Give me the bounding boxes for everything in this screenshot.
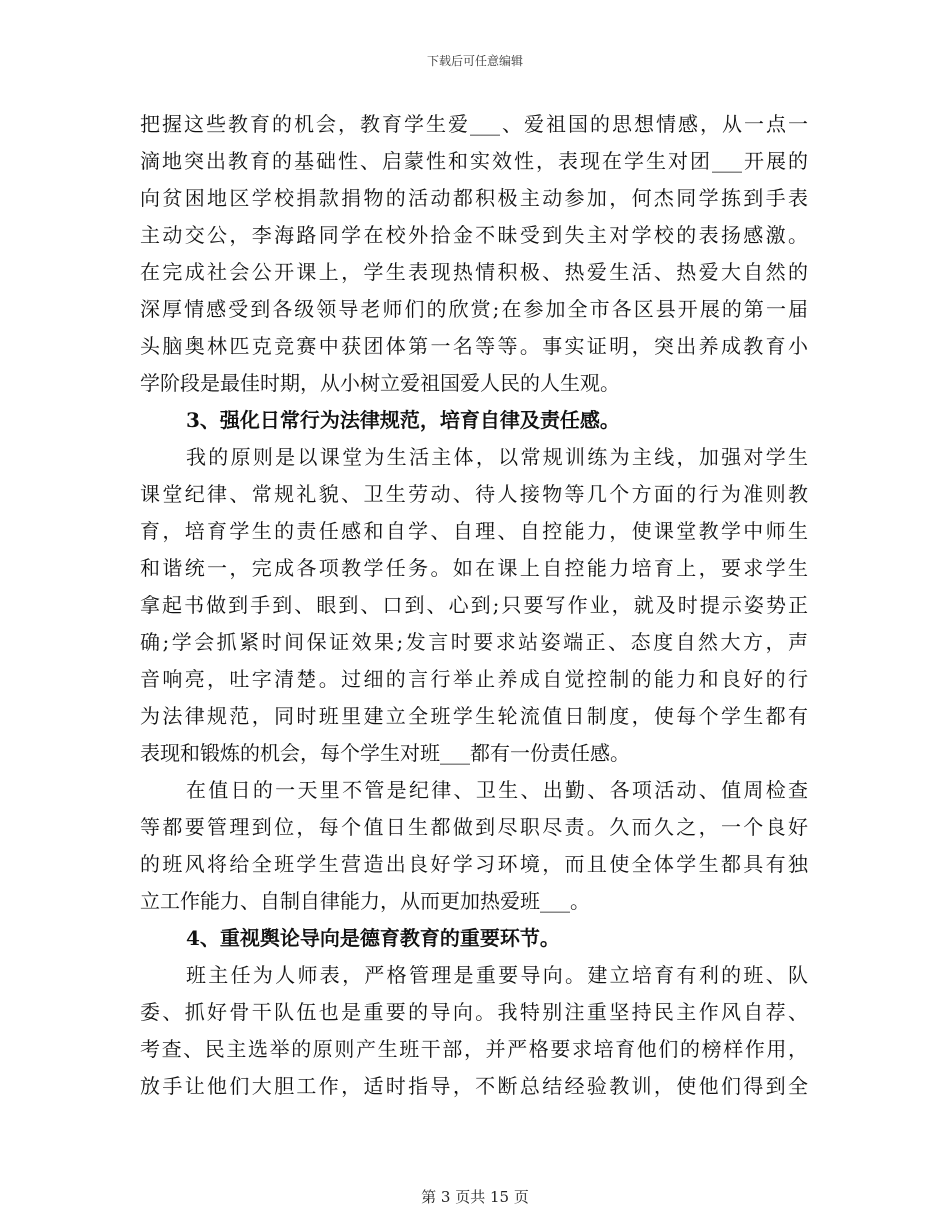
text-line: 考查、民主选举的原则产生班干部，并严格要求培育他们的榜样作用，: [140, 1037, 808, 1061]
text-line: 班主任为人师表，严格管理是重要导向。建立培育有利的班、队: [186, 963, 808, 987]
text-line: 放手让他们大胆工作，适时指导，不断总结经验教训，使他们得到全: [140, 1074, 808, 1098]
text-line: 深厚情感受到各级领导老师们的欣赏;在参加全市各区县开展的第一届: [140, 297, 808, 321]
text-line: 和谐统一，完成各项教学任务。如在课上自控能力培育上，要求学生: [140, 556, 808, 580]
text-line: 学阶段是最佳时期，从小树立爱祖国爱人民的人生观。: [140, 371, 620, 395]
page-header: 下载后可任意编辑: [426, 54, 523, 68]
text-line: 表现和锻炼的机会，每个学生对班___都有一份责任感。: [140, 741, 630, 765]
text-line: 我的原则是以课堂为生活主体，以常规训练为主线，加强对学生: [186, 445, 808, 469]
paragraph: [140, 957, 808, 1105]
document-body: [140, 106, 808, 1105]
text-line: 课堂纪律、常规礼貌、卫生劳动、待人接物等几个方面的行为准则教: [140, 482, 808, 506]
page-footer: 第 3 页共 15 页: [421, 1188, 529, 1206]
text-line: 等都要管理到位，每个值日生都做到尽职尽责。久而久之，一个良好: [140, 815, 808, 839]
text-line: 主动交公，李海路同学在校外拾金不昧受到失主对学校的表扬感激。: [140, 223, 808, 247]
section-heading: 3、强化日常行为法律规范，培育自律及责任感。: [186, 408, 620, 432]
text-line: 拿起书做到手到、眼到、口到、心到;只要写作业，就及时提示姿势正: [140, 593, 808, 617]
text-line: 育，培育学生的责任感和自学、自理、自控能力，使课堂教学中师生: [140, 519, 808, 543]
text-line: 确;学会抓紧时间保证效果;发言时要求站姿端正、态度自然大方，声: [140, 630, 808, 654]
text-line: 在完成社会公开课上，学生表现热情积极、热爱生活、热爱大自然的: [140, 260, 808, 284]
paragraph: [140, 772, 808, 920]
section-heading: 4、重视舆论导向是德育教育的重要环节。: [186, 926, 560, 950]
text-line: 立工作能力、自制自律能力，从而更加热爱班___。: [140, 889, 590, 913]
text-line: 在值日的一天里不管是纪律、卫生、出勤、各项活动、值周检查: [186, 778, 808, 802]
text-line: 委、抓好骨干队伍也是重要的导向。我特别注重坚持民主作风自荐、: [140, 1000, 808, 1024]
paragraph: [140, 439, 808, 772]
text-line: 头脑奥林匹克竞赛中获团体第一名等等。事实证明，突出养成教育小: [140, 334, 808, 358]
text-line: 把握这些教育的机会，教育学生爱___、爱祖国的思想情感，从一点一: [140, 112, 808, 136]
paragraph: [140, 106, 808, 402]
text-line: 向贫困地区学校捐款捐物的活动都积极主动参加，何杰同学拣到手表: [140, 186, 808, 210]
text-line: 音响亮，吐字清楚。过细的言行举止养成自觉控制的能力和良好的行: [140, 667, 808, 691]
text-line: 的班风将给全班学生营造出良好学习环境，而且使全体学生都具有独: [140, 852, 808, 876]
text-line: 滴地突出教育的基础性、启蒙性和实效性，表现在学生对团___开展的: [140, 149, 808, 173]
text-line: 为法律规范，同时班里建立全班学生轮流值日制度，使每个学生都有: [140, 704, 808, 728]
